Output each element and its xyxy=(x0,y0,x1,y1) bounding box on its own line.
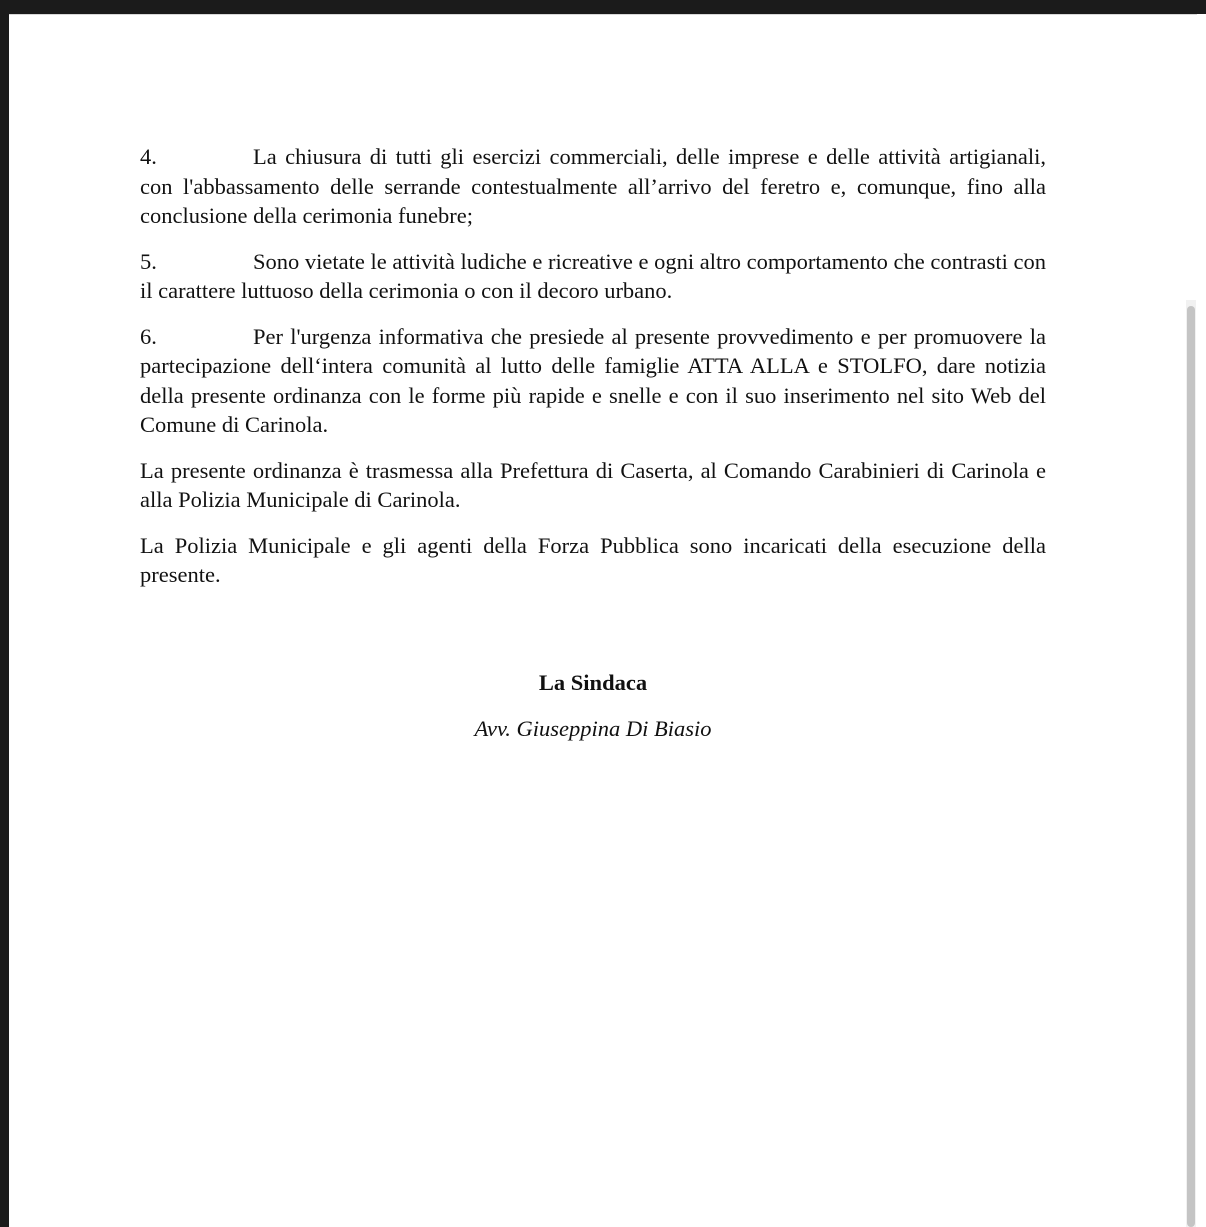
transmission-paragraph: La presente ordinanza è trasmessa alla Prefettura di Caserta, al Comando Carabinieri di Carinola e alla Polizia Municipale di Carinola. xyxy=(140,457,1046,512)
viewer-right-gutter xyxy=(1197,14,1206,1227)
document-body xyxy=(140,142,1046,606)
list-item-5 xyxy=(140,247,1046,306)
signature-title: La Sindaca xyxy=(538,670,648,695)
list-item-number: 4. xyxy=(140,144,157,169)
list-item-number: 6. xyxy=(140,323,157,349)
list-item-number: 5. xyxy=(140,248,157,274)
list-item-text: Sono vietate le attività ludiche e ricreative e ogni altro comportamento che contrasti con il carattere luttuoso della cerimonia o con il decoro urbano. xyxy=(140,248,1046,303)
execution-paragraph: La Polizia Municipale e gli agenti della Forza Pubblica sono incaricati della esecuzione della presente. xyxy=(140,532,1046,587)
viewer-top-bar xyxy=(0,0,1206,14)
signature-block xyxy=(140,668,1046,743)
list-item-6 xyxy=(140,322,1046,440)
signature-name: Avv. Giuseppina Di Biasio xyxy=(474,715,712,741)
list-item-text: Per l'urgenza informativa che presiede al presente provvedimento e per promuovere la partecipazione dell‘intera comunità al lutto delle famiglie ATTA ALLA e STOLFO, dare notizia della presente ordinanza con le forme più rapide e snelle e con il suo inserimento nel sito Web del Comune di Carinola. xyxy=(140,323,1046,437)
list-item-text: La chiusura di tutti gli esercizi commerciali, delle imprese e delle attività artigianali, con l'abbassamento delle serrande contestualmente all’arrivo del feretro e, comunque, fino alla conclusione della cerimonia funebre; xyxy=(140,144,1046,228)
list-item-4 xyxy=(140,142,1046,231)
vertical-scrollbar-thumb[interactable] xyxy=(1187,306,1195,1227)
